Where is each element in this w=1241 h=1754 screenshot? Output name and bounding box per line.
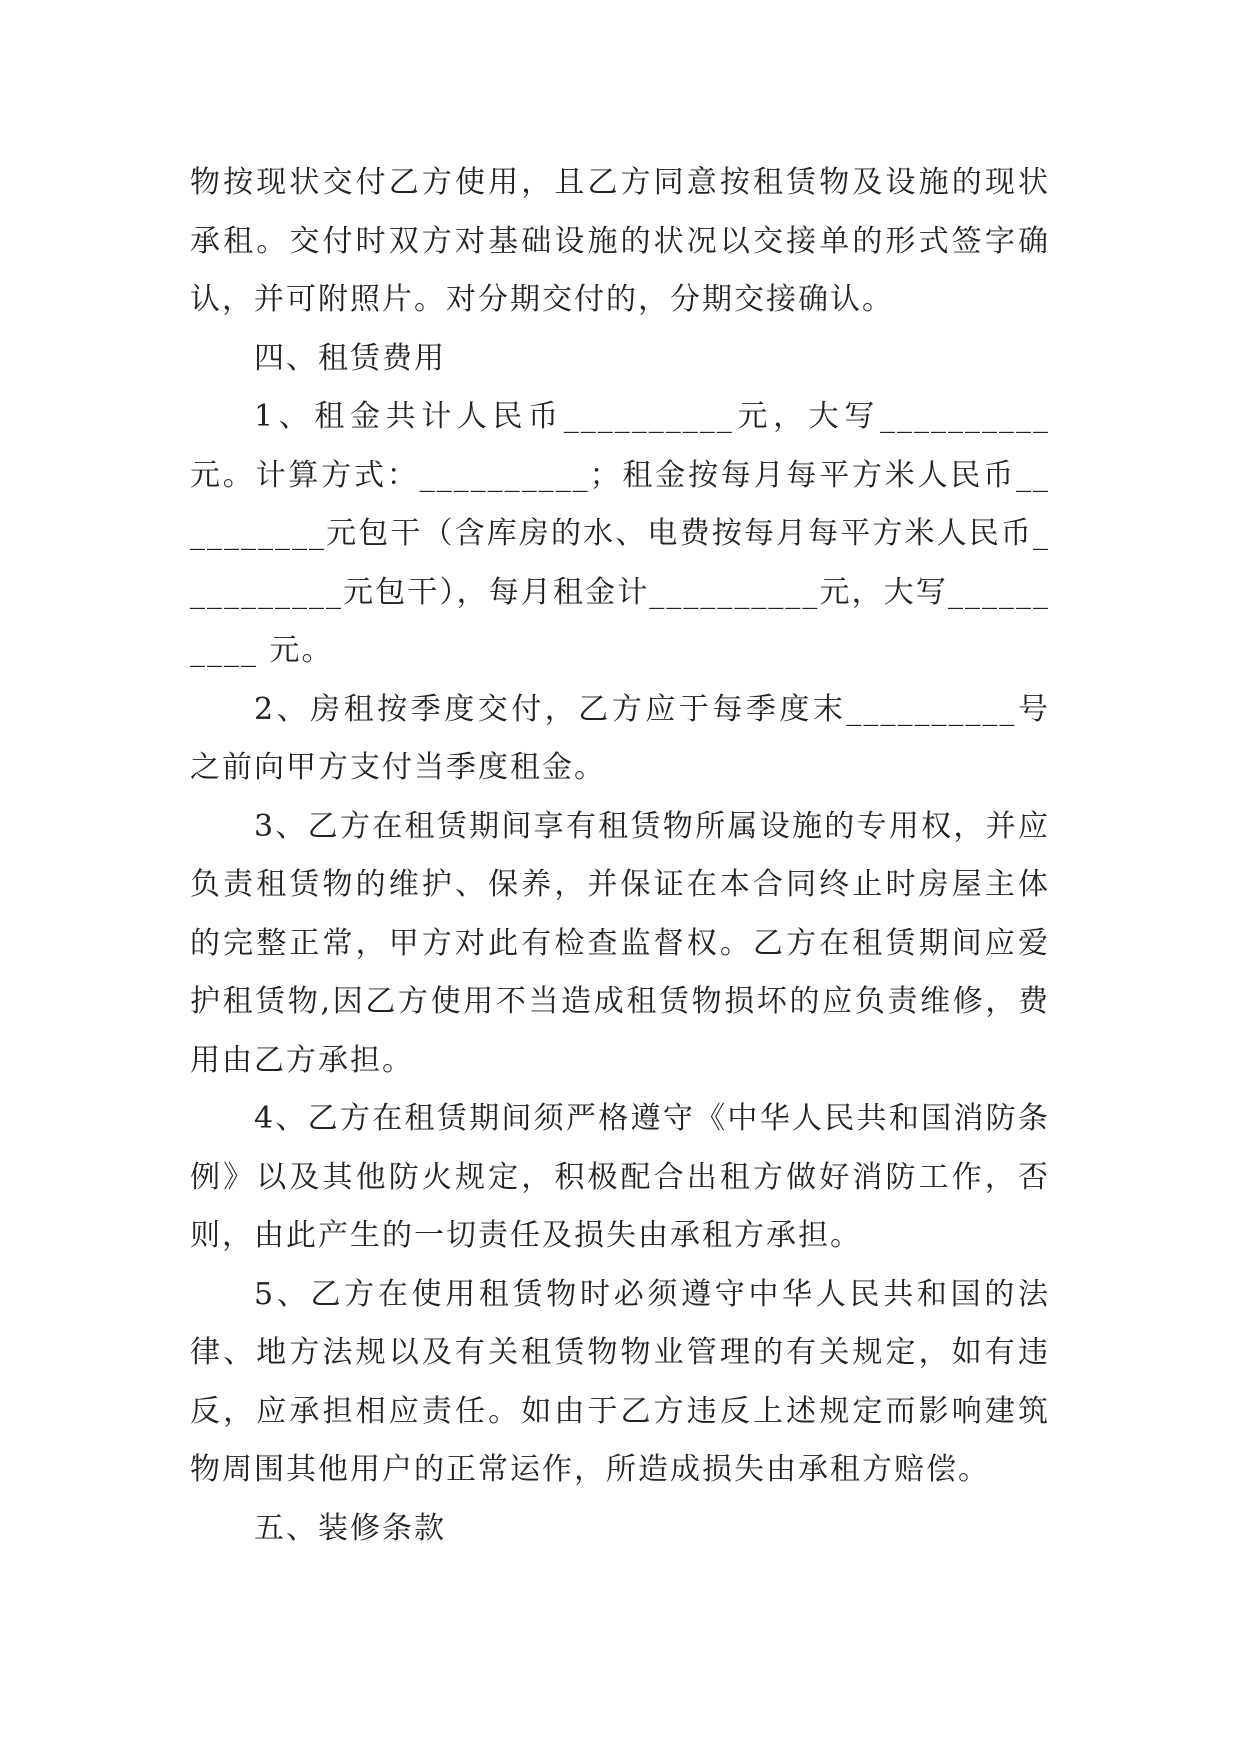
paragraph-legal-compliance: 5、乙方在使用租赁物时必须遵守中华人民共和国的法律、地方法规以及有关租赁物物业管理的有关规定，如有违反，应承担相应责任。如由于乙方违反上述规定而影响建筑物周围其他用户的正常运作，所造成损失由承租方赔偿。 (190, 1276, 1050, 1487)
paragraph-quarterly-payment: 2、房租按季度交付，乙方应于每季度末__________号之前向甲方支付当季度租金。 (190, 691, 1050, 785)
section-heading-decoration: 五、装修条款 (254, 1510, 446, 1546)
paragraph-continued-delivery: 物按现状交付乙方使用，且乙方同意按租赁物及设施的现状承租。交付时双方对基础设施的状况以交接单的形式签字确认，并可附照片。对分期交付的，分期交接确认。 (190, 165, 1050, 317)
paragraph-maintenance: 3、乙方在租赁期间享有租赁物所属设施的专用权，并应负责租赁物的维护、保养，并保证在本合同终止时房屋主体的完整正常，甲方对此有检查监督权。乙方在租赁期间应爱护租赁物,因乙方使用不当造成租赁物损坏的应负责维修，费用由乙方承担。 (190, 808, 1050, 1078)
document-body (190, 154, 1050, 1558)
paragraph-rent-total: 1、租金共计人民币__________元，大写__________元。计算方式：__________；租金按每月每平方米人民币__________元包干（含库房的水、电费按每月每平方米人民币__________元包干），每月租金计__________元，大写__________ 元。 (190, 399, 1050, 668)
section-heading-rental-fees: 四、租赁费用 (254, 340, 446, 376)
paragraph-fire-safety: 4、乙方在租赁期间须严格遵守《中华人民共和国消防条例》以及其他防火规定，积极配合出租方做好消防工作，否则，由此产生的一切责任及损失由承租方承担。 (190, 1101, 1050, 1253)
